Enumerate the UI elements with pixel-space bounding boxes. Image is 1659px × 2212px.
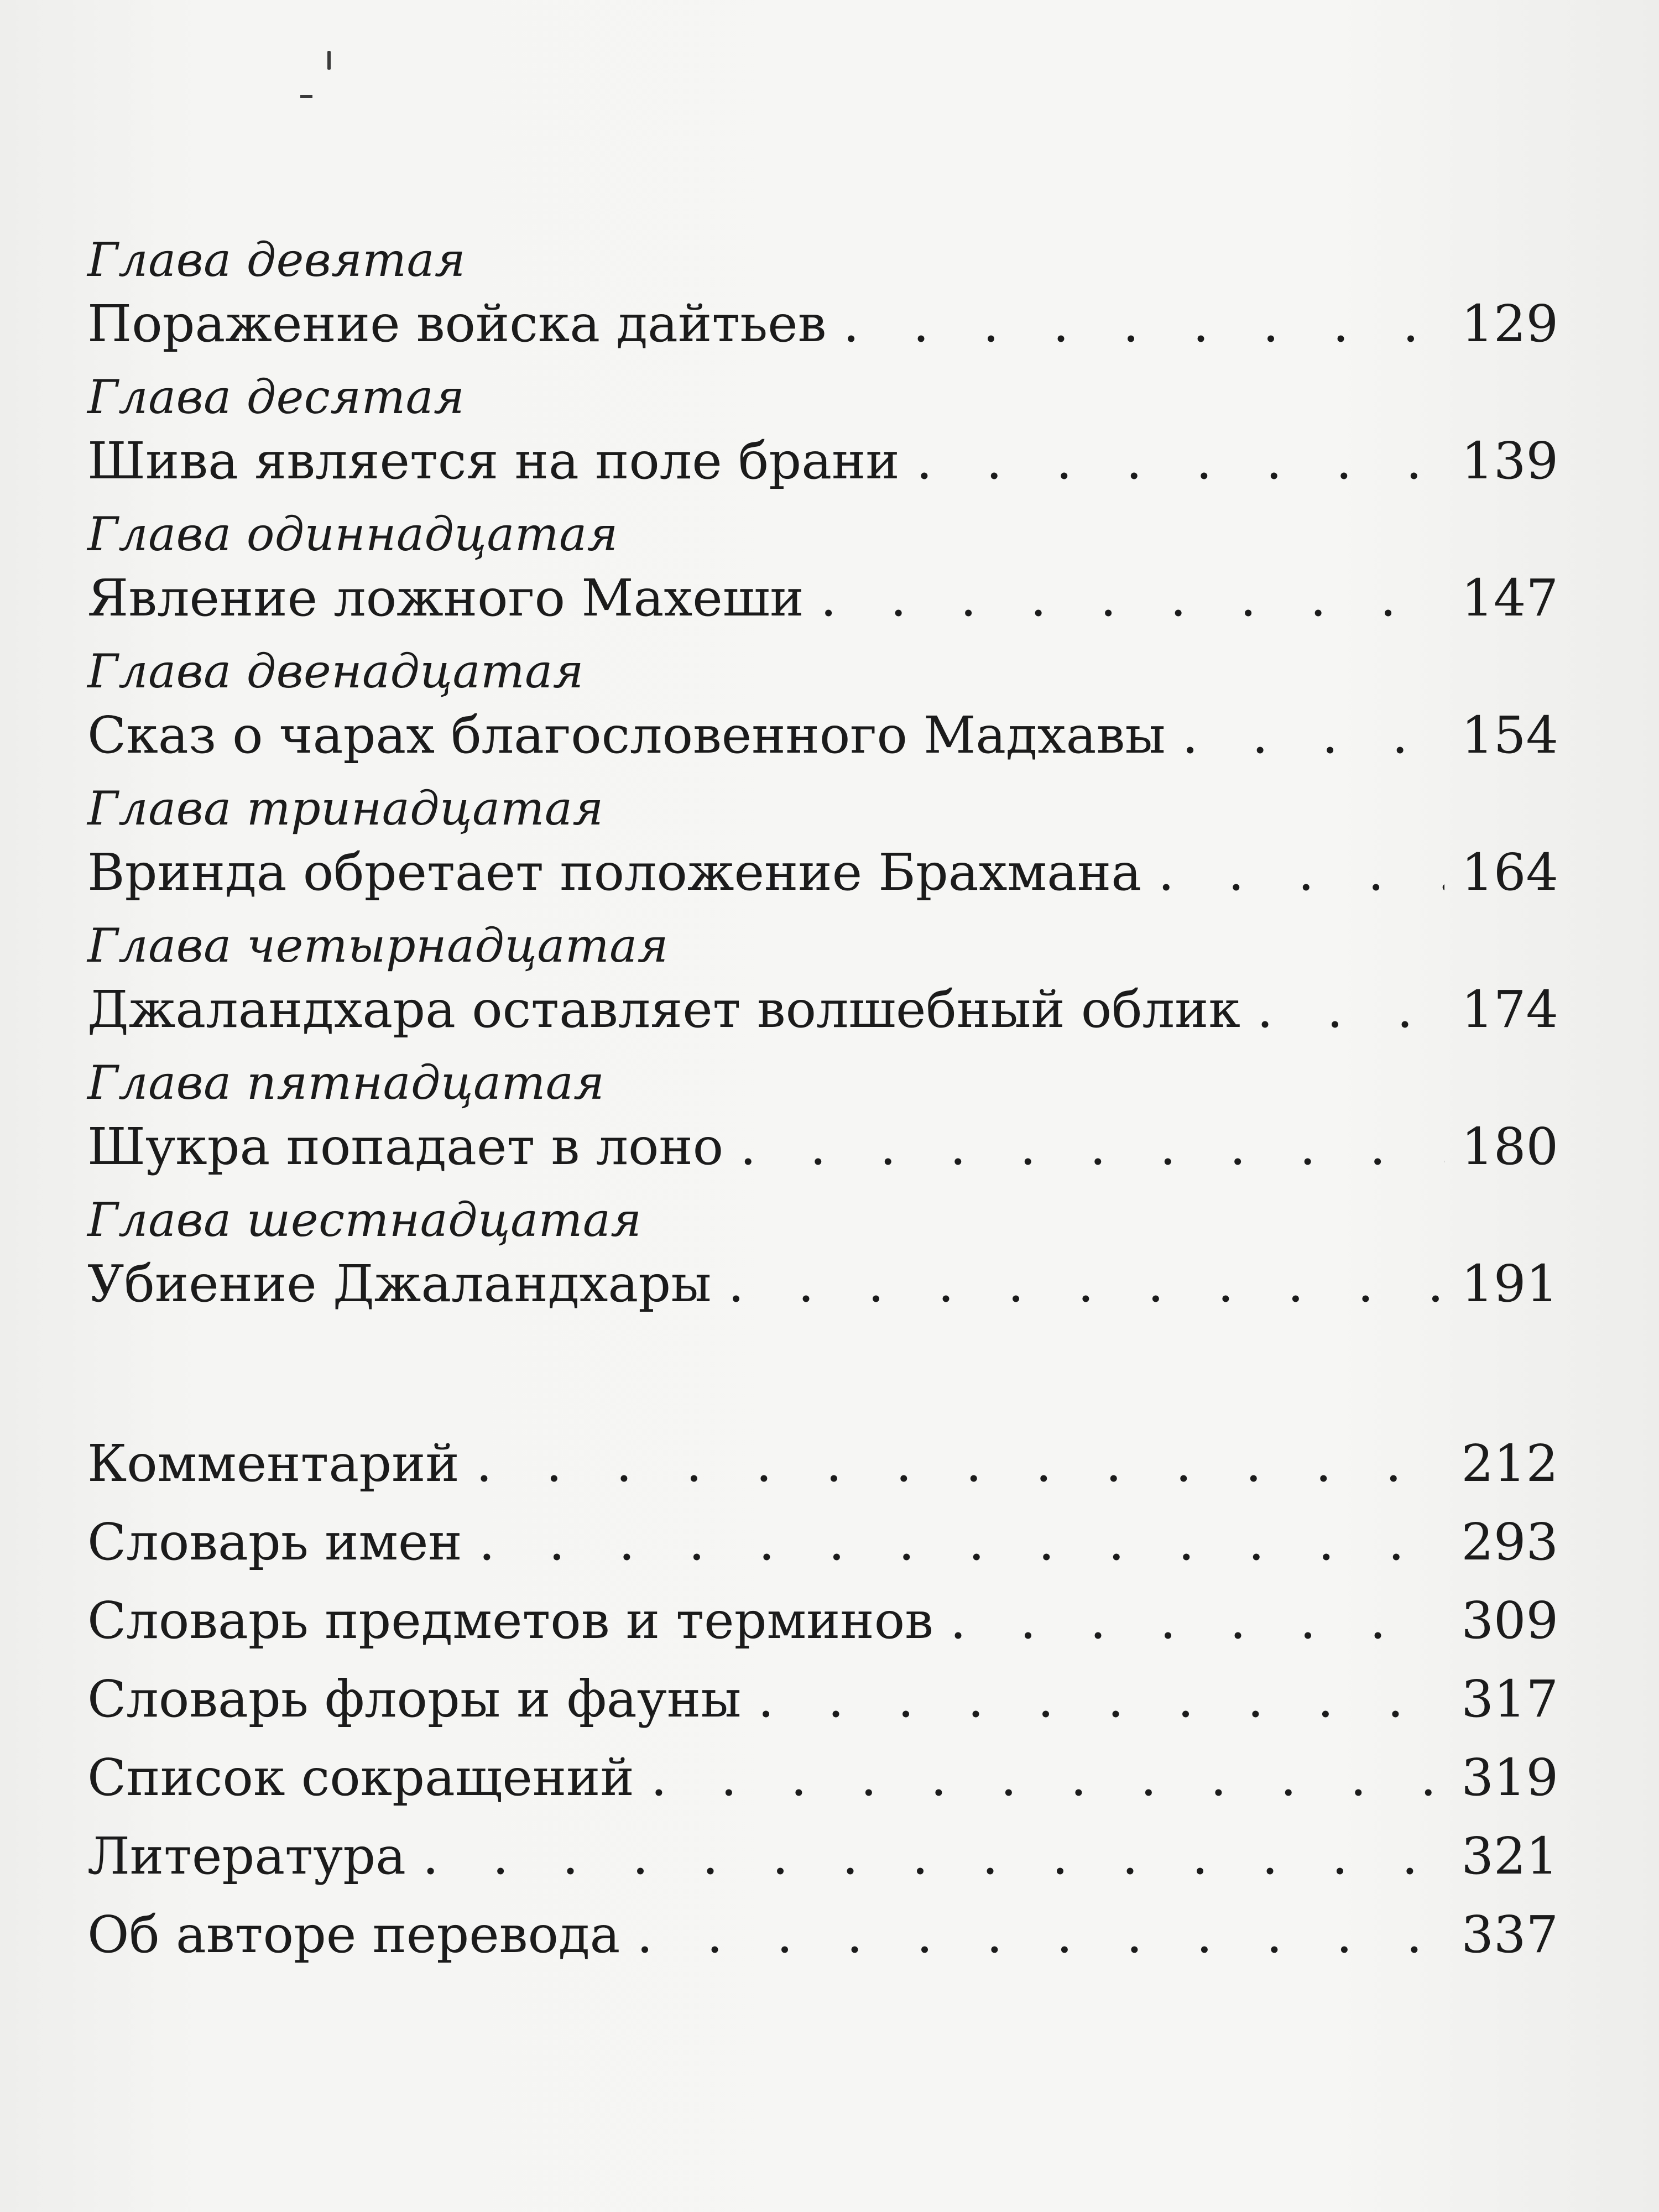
entry-title: Явление ложного Махеши — [87, 568, 804, 628]
dot-leader — [740, 1110, 1444, 1183]
toc-entry[interactable] — [87, 288, 1558, 361]
toc-chapter — [87, 1055, 1558, 1183]
toc-chapter — [87, 232, 1558, 361]
toc-entry[interactable] — [87, 836, 1558, 909]
toc-entry[interactable] — [87, 1896, 1558, 1974]
entry-title: Словарь флоры и фауны — [87, 1670, 742, 1729]
page-number: 174 — [1461, 980, 1558, 1039]
toc-entry[interactable] — [87, 425, 1558, 498]
toc-chapter — [87, 369, 1558, 498]
dot-leader — [651, 1739, 1445, 1817]
toc-entry[interactable] — [87, 1248, 1558, 1321]
entry-title: Сказ о чарах благословенного Мадхавы — [87, 706, 1166, 765]
toc-entry[interactable] — [87, 1660, 1558, 1739]
toc-entry[interactable] — [87, 973, 1558, 1046]
entry-title: Комментарий — [87, 1434, 460, 1493]
toc-entry[interactable] — [87, 1503, 1558, 1582]
page-number: 154 — [1461, 706, 1558, 765]
chapter-label: Глава тринадцатая — [87, 781, 604, 836]
toc-entry[interactable] — [87, 1817, 1558, 1896]
toc-entry[interactable] — [87, 1110, 1558, 1183]
page-number: 293 — [1461, 1512, 1558, 1572]
entry-title: Словарь имен — [87, 1512, 462, 1572]
chapter-label: Глава десятая — [87, 370, 465, 424]
chapter-label: Глава девятая — [87, 233, 466, 287]
toc-entry[interactable] — [87, 1425, 1558, 1503]
table-of-contents — [87, 232, 1558, 1974]
entry-title: Поражение войска дайтьев — [87, 294, 827, 353]
page-number: 317 — [1461, 1670, 1558, 1729]
page-number: 212 — [1461, 1434, 1558, 1493]
entry-title: Словарь предметов и терминов — [87, 1591, 933, 1650]
dot-leader — [1158, 836, 1444, 909]
entry-title: Литература — [87, 1827, 406, 1886]
toc-entry[interactable] — [87, 1582, 1558, 1660]
dot-leader — [1182, 699, 1445, 772]
page-number: 191 — [1461, 1254, 1558, 1313]
toc-entry[interactable] — [87, 562, 1558, 635]
entry-title: Джаландхара оставляет волшебный облик — [87, 980, 1240, 1039]
entry-title: Вринда обретает положение Брахмана — [87, 843, 1142, 902]
toc-entry[interactable] — [87, 1739, 1558, 1817]
dot-leader — [728, 1248, 1444, 1321]
dot-leader — [843, 288, 1444, 361]
entry-title: Об авторе перевода — [87, 1905, 620, 1964]
toc-chapter — [87, 507, 1558, 635]
page-number: 164 — [1461, 843, 1558, 902]
entry-title: Шива является на поле брани — [87, 431, 900, 491]
page-number: 337 — [1461, 1905, 1558, 1964]
dot-leader — [916, 425, 1445, 498]
dot-leader — [1257, 973, 1444, 1046]
dot-leader — [422, 1817, 1444, 1896]
print-mark — [300, 95, 312, 98]
print-mark — [327, 51, 331, 70]
chapter-label: Глава двенадцатая — [87, 644, 584, 698]
page-number: 147 — [1461, 568, 1558, 628]
entry-title: Убиение Джаландхары — [87, 1254, 712, 1313]
page-number: 321 — [1461, 1827, 1558, 1886]
page-number: 319 — [1461, 1748, 1558, 1807]
dot-leader — [821, 562, 1445, 635]
toc-chapter — [87, 918, 1558, 1046]
toc-chapter — [87, 1192, 1558, 1321]
back-matter — [87, 1425, 1558, 1974]
toc-entry[interactable] — [87, 699, 1558, 772]
page-number: 309 — [1461, 1591, 1558, 1650]
dot-leader — [479, 1503, 1445, 1582]
entry-title: Список сокращений — [87, 1748, 634, 1807]
dot-leader — [637, 1896, 1444, 1974]
entry-title: Шукра попадает в лоно — [87, 1117, 724, 1176]
chapter-label: Глава пятнадцатая — [87, 1056, 605, 1110]
chapter-label: Глава одиннадцатая — [87, 507, 618, 561]
chapter-label: Глава четырнадцатая — [87, 919, 669, 973]
dot-leader — [476, 1425, 1445, 1503]
page-number: 129 — [1461, 294, 1558, 353]
toc-chapter — [87, 781, 1558, 909]
toc-chapter — [87, 644, 1558, 772]
page-number: 180 — [1461, 1117, 1558, 1176]
dot-leader — [950, 1582, 1444, 1660]
dot-leader — [758, 1660, 1444, 1739]
page-number: 139 — [1461, 431, 1558, 491]
chapter-label: Глава шестнадцатая — [87, 1193, 642, 1247]
